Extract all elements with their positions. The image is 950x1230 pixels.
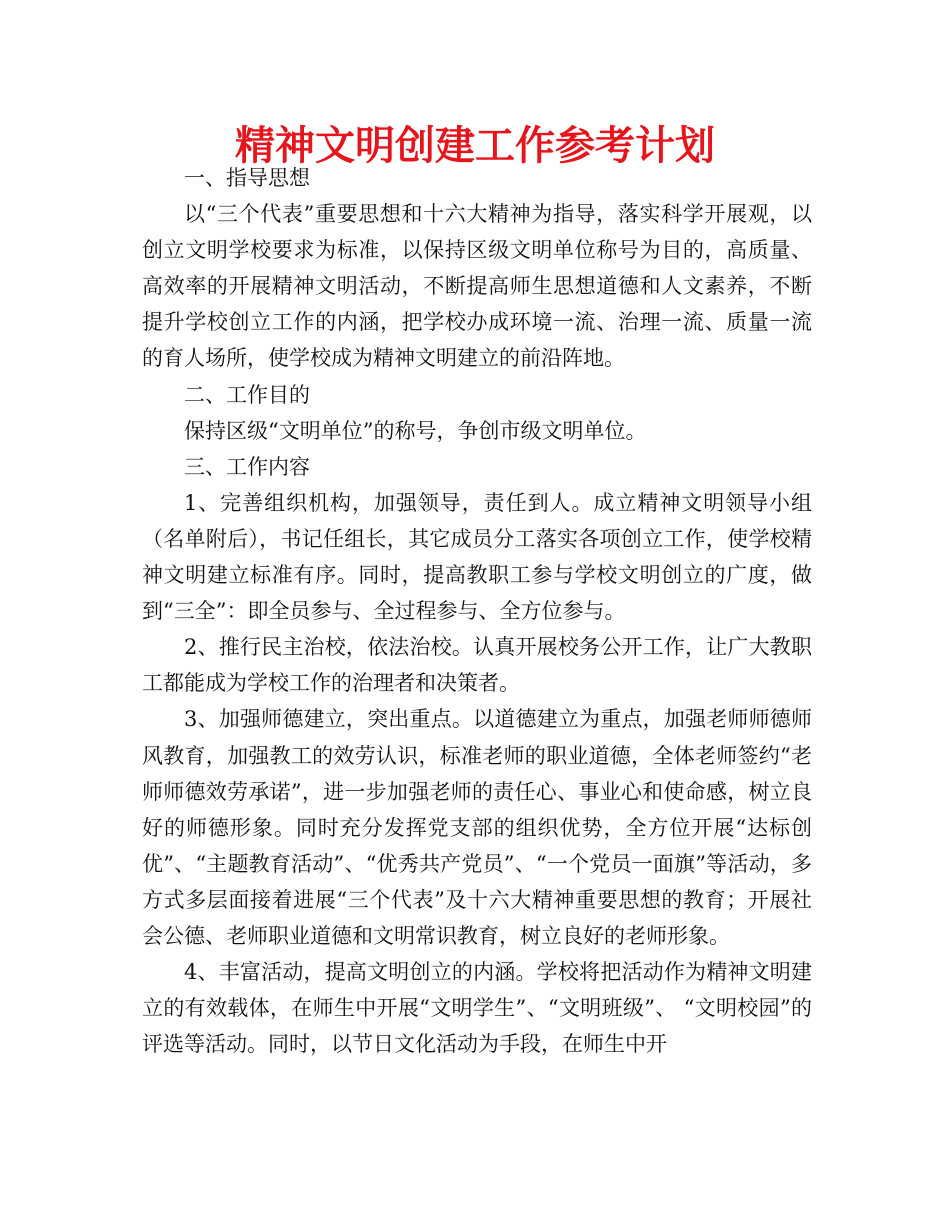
paragraph-work-goal: 保持区级“文明单位”的称号，争创市级文明单位。	[184, 418, 647, 443]
paragraph-item-3: 3、加强师德建立，突出重点。以道德建立为重点，加强老师师德师风教育，加强教工的效劳认识，标准老师的职业道德，全体老师签约“老师师德效劳承诺”，进一步加强老师的责任心、事业心和使命感，树立良好的师德形象。同时充分发挥党支部的组织优势，全方位开展“达标创优”、“主题教育活动”、“优秀共产党员”、“一个党员一面旗”等活动，多方式多层面接着进展“三个代表”及十六大精神重要思想的教育；开展社会公德、老师职业道德和文明常识教育，树立良好的老师形象。	[142, 707, 812, 948]
section-heading-work-content: 三、工作内容	[184, 454, 310, 479]
paragraph-item-2: 2、推行民主治校，依法治校。认真开展校务公开工作，让广大教职工都能成为学校工作的治理者和决策者。	[142, 635, 812, 696]
section-heading-work-goal: 二、工作目的	[184, 382, 310, 407]
paragraph-guiding-thought: 以“三个代表”重要思想和十六大精神为指导，落实科学开展观，以创立文明学校要求为标准，以保持区级文明单位称号为目的，高质量、高效率的开展精神文明活动，不断提高师生思想道德和人文素养，不断提升学校创立工作的内涵，把学校办成环境一流、治理一流、质量一流的育人场所，使学校成为精神文明建立的前沿阵地。	[142, 202, 812, 371]
document-body	[142, 160, 812, 1062]
section-heading-guiding-thought: 一、指导思想	[184, 166, 310, 190]
paragraph-item-1: 1、完善组织机构，加强领导，责任到人。成立精神文明领导小组（名单附后），书记任组长，其它成员分工落实各项创立工作，使学校精神文明建立标准有序。同时，提高教职工参与学校文明创立的广度，做到“三全”：即全员参与、全过程参与、全方位参与。	[142, 490, 812, 624]
document-title: 精神文明创建工作参考计划	[235, 122, 715, 169]
paragraph-item-4: 4、丰富活动，提高文明创立的内涵。学校将把活动作为精神文明建立的有效载体，在师生中开展“文明学生”、“文明班级”、 “文明校园”的评选等活动。同时，以节日文化活动为手段，在师生中开	[142, 960, 812, 1057]
